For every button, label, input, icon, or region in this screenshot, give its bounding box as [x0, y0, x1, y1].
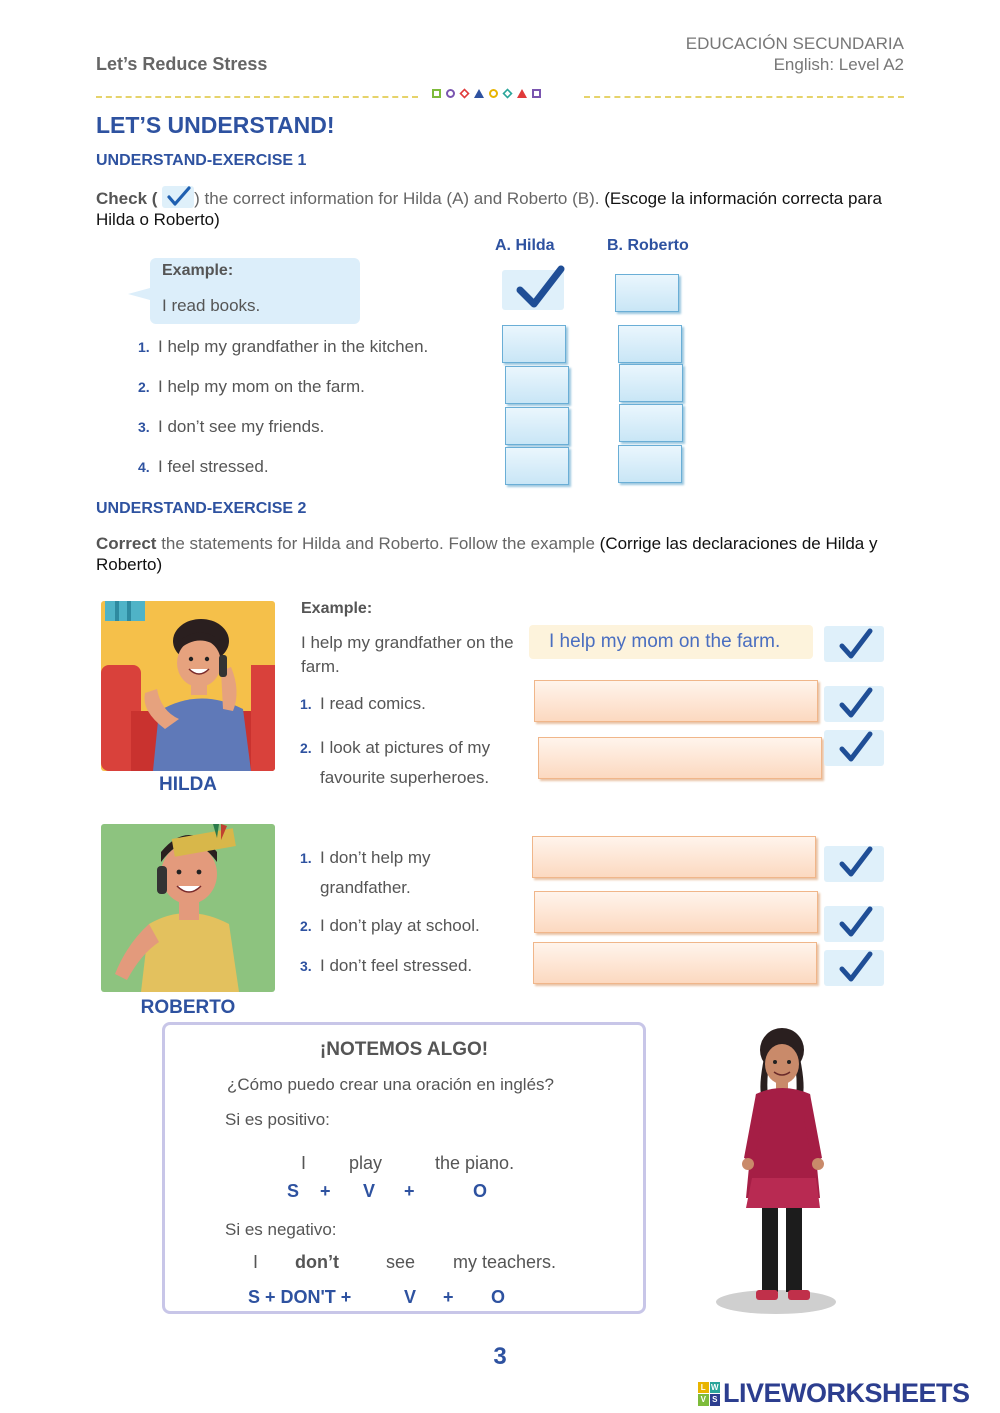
- item-text: I help my mom on the farm.: [158, 377, 365, 396]
- icon-letter: V: [698, 1394, 709, 1406]
- pos-formula-v: V: [363, 1181, 376, 1201]
- checkmark-icon: [514, 263, 566, 311]
- pos-formula-o: O: [473, 1181, 488, 1201]
- circle-shape-icon: [446, 89, 455, 98]
- diamond-shape-icon: [502, 88, 512, 98]
- item-text: I help my grandfather in the kitchen.: [158, 337, 429, 356]
- circle-shape-icon: [489, 89, 498, 98]
- roberto-statement: [300, 914, 480, 938]
- item-text: I don’t feel stressed.: [320, 956, 473, 975]
- hilda-answer-2-input[interactable]: [538, 737, 822, 779]
- exercise1-title: UNDERSTAND-EXERCISE 1: [96, 152, 307, 169]
- column-header-roberto: B. Roberto: [607, 237, 689, 254]
- roberto-illustration: [101, 824, 275, 992]
- course-level-line1: EDUCACIÓN SECUNDARIA: [685, 34, 904, 53]
- instr-spanish: (Corrige las declaraciones de Hilda y Roberto): [96, 534, 878, 574]
- checkmark-icon: [838, 950, 874, 984]
- neg-formula-s-dont: S + DON'T +: [248, 1287, 352, 1307]
- exercise2-title: UNDERSTAND-EXERCISE 2: [96, 500, 307, 517]
- roberto-answer-2-input[interactable]: [534, 891, 818, 933]
- column-header-hilda: A. Hilda: [495, 237, 555, 254]
- decorative-shapes: [432, 89, 541, 98]
- instr-text: the statements for Hilda and Roberto. Follow the example: [156, 534, 595, 553]
- exercise1-item: [138, 457, 269, 477]
- item-text: I don’t see my friends.: [158, 417, 325, 436]
- item1-roberto-checkbox[interactable]: [618, 325, 682, 363]
- item1-hilda-checkbox[interactable]: [502, 325, 566, 363]
- item-number: 1.: [138, 339, 150, 355]
- header-divider-right: [584, 96, 904, 98]
- item4-roberto-checkbox[interactable]: [618, 445, 682, 483]
- item-number: 1.: [300, 850, 312, 866]
- item-text: I look at pictures of my favourite superheroes.: [320, 738, 491, 787]
- example-answer: I help my mom on the farm.: [529, 625, 813, 659]
- example-statement: I help my grandfather on the farm.: [301, 633, 514, 676]
- pos-word-object: the piano.: [435, 1153, 515, 1173]
- liveworksheets-icon: [698, 1382, 720, 1406]
- negative-label: Si es negativo:: [225, 1220, 337, 1239]
- grammar-note-box: [162, 1022, 646, 1314]
- item-number: 2.: [138, 379, 150, 395]
- icon-letter: W: [710, 1382, 719, 1392]
- neg-word-verb: see: [386, 1252, 416, 1272]
- note-title: ¡NOTEMOS ALGO!: [319, 1039, 489, 1060]
- instr-spanish: (Escoge la información correcta para Hilda o Roberto): [96, 189, 883, 229]
- header-divider-left: [96, 96, 418, 98]
- triangle-shape-icon: [517, 89, 527, 98]
- roberto-answer-3-input[interactable]: [533, 942, 817, 984]
- example-label: Example:: [162, 262, 234, 279]
- icon-letter: L: [698, 1382, 709, 1394]
- pos-formula-plus: +: [404, 1181, 415, 1201]
- diamond-shape-icon: [459, 88, 469, 98]
- item-number: 4.: [138, 459, 150, 475]
- item3-hilda-checkbox[interactable]: [505, 407, 569, 445]
- example-label: Example:: [301, 600, 373, 617]
- page-number: 3: [493, 1343, 507, 1370]
- pos-formula-s: S: [287, 1181, 300, 1201]
- note-question: ¿Cómo puedo crear una oración en inglés?: [227, 1075, 554, 1094]
- roberto-answer-1-input[interactable]: [532, 836, 816, 878]
- example-roberto-box: [615, 274, 679, 312]
- hilda-name: HILDA: [158, 774, 218, 795]
- neg-formula-o: O: [491, 1287, 506, 1307]
- girl-illustration: [716, 1028, 840, 1320]
- item-text: I read comics.: [320, 694, 426, 713]
- roberto-statement: [300, 954, 472, 978]
- example-bubble: [150, 258, 360, 324]
- book-title: Let’s Reduce Stress: [96, 54, 268, 74]
- neg-word-object: my teachers.: [453, 1252, 557, 1272]
- exercise1-item: [138, 377, 365, 397]
- exercise2-instructions: [96, 533, 916, 575]
- pos-word-subject: I: [301, 1153, 307, 1173]
- item-number: 3.: [300, 958, 312, 974]
- item-text: I don’t play at school.: [320, 916, 480, 935]
- course-info: [686, 33, 904, 75]
- hilda-statement: [300, 733, 522, 793]
- item-text: I feel stressed.: [158, 457, 269, 476]
- item-text: I don’t help my grandfather.: [320, 848, 431, 897]
- item-number: 2.: [300, 740, 312, 756]
- checkmark-icon: [838, 627, 874, 661]
- instr-bold: Check (: [96, 189, 158, 208]
- checkmark-icon: [838, 730, 874, 764]
- item2-roberto-checkbox[interactable]: [619, 364, 683, 402]
- positive-label: Si es positivo:: [225, 1110, 330, 1129]
- pos-formula-plus: +: [320, 1181, 331, 1201]
- hilda-statement: [300, 692, 426, 716]
- square-shape-icon: [532, 89, 541, 98]
- instr-bold: Correct: [96, 534, 157, 553]
- item-number: 1.: [300, 696, 312, 712]
- course-level-line2: English: Level A2: [773, 55, 904, 74]
- square-shape-icon: [432, 89, 441, 98]
- neg-word-dont: don’t: [295, 1252, 339, 1272]
- item4-hilda-checkbox[interactable]: [505, 447, 569, 485]
- hilda-answer-1-input[interactable]: [534, 680, 818, 722]
- icon-letter: S: [710, 1394, 721, 1406]
- roberto-name: ROBERTO: [140, 997, 236, 1018]
- exercise1-instructions: [96, 186, 916, 230]
- checkmark-icon: [838, 905, 874, 939]
- exercise1-item: [138, 417, 324, 437]
- neg-word-subject: I: [253, 1252, 259, 1272]
- roberto-statement: [300, 843, 522, 903]
- neg-formula-v: V: [404, 1287, 417, 1307]
- liveworksheets-logo: [698, 1378, 970, 1409]
- pos-word-verb: play: [349, 1153, 383, 1173]
- checkmark-icon: [838, 845, 874, 879]
- example-text: I read books.: [162, 296, 261, 315]
- triangle-shape-icon: [474, 89, 484, 98]
- instr-text: ) the correct information for Hilda (A) and Roberto (B).: [194, 189, 600, 208]
- item3-roberto-checkbox[interactable]: [619, 404, 683, 442]
- hilda-illustration: [101, 601, 275, 771]
- item2-hilda-checkbox[interactable]: [505, 366, 569, 404]
- exercise1-item: [138, 337, 428, 357]
- checkmark-icon: [838, 686, 874, 720]
- liveworksheets-wordmark: LIVEWORKSHEETS: [723, 1378, 970, 1408]
- check-icon: [162, 186, 194, 208]
- item-number: 2.: [300, 918, 312, 934]
- neg-formula-plus: +: [443, 1287, 454, 1307]
- section-title: LET’S UNDERSTAND!: [96, 112, 335, 138]
- item-number: 3.: [138, 419, 150, 435]
